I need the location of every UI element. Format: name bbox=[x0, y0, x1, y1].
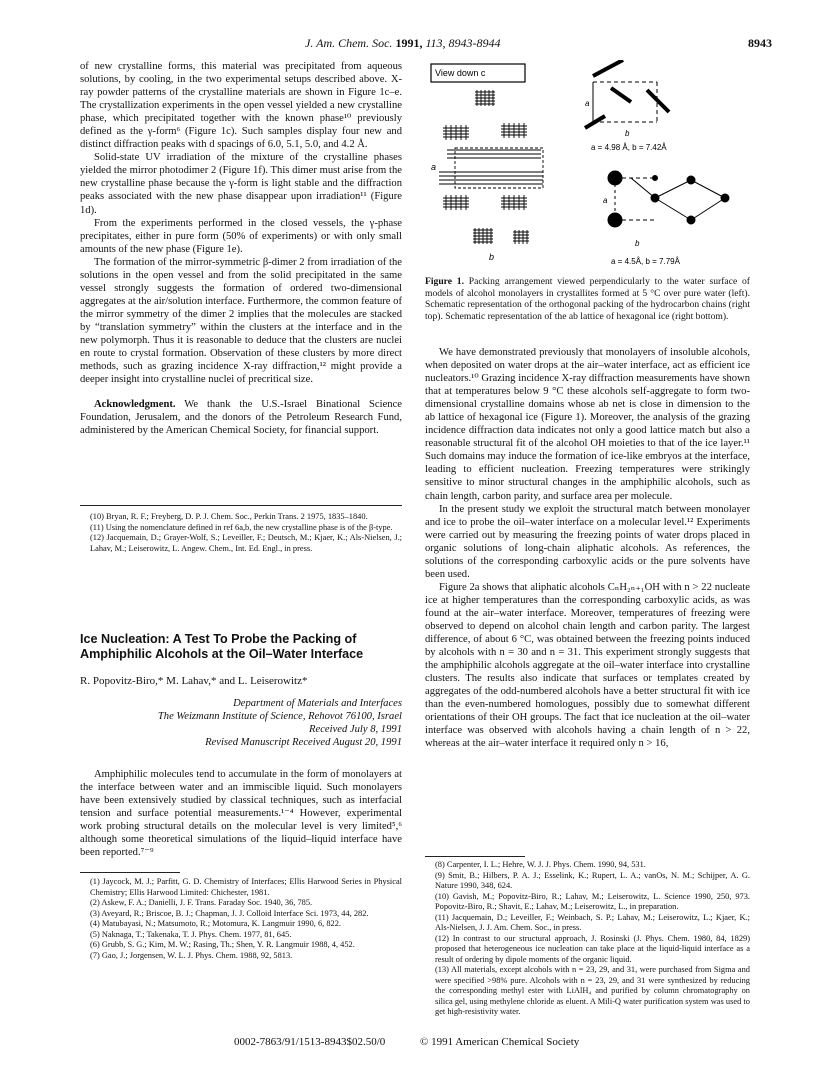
footnote: (3) Aveyard, R.; Briscoe, B. J.; Chapman, J. J. Colloid Interface Sci. 1973, 44, 282. bbox=[90, 908, 369, 918]
article-code: 0002-7863/91/1513-8943$02.50/0 bbox=[234, 1036, 386, 1048]
paragraph: of new crystalline forms, this material was precipitated from aqueous solutions, by cooling, in the two experimental setups described above. X-ray powder patterns of the crystalline materials are shown in Figure 1c–e. The crystallization experiments in the open vessel yielded a new crystalline phase, which precipitated together with the known phase¹⁰ previously defined as the γ-form⁶ (Figure 1c). Such samples display four new and distinct diffraction peaks with d spacings of 6.0, 5.1, 5.0, and 4.2 Å. bbox=[80, 61, 402, 151]
footnote: (10) Bryan, R. F.; Freyberg, D. P. J. Chem. Soc., Perkin Trans. 2 1975, 1835–1840. bbox=[90, 512, 368, 521]
footnote: (12) In contrast to our structural approach, J. Rosinski (J. Phys. Chem. 1980, 84, 1829) proposed that heterogeneous ice nucleation can take place at the liquid-liquid interface as a result of ordering by dipole moments of the organic liquid. bbox=[435, 933, 750, 964]
figure-caption: Figure 1. Packing arrangement viewed perpendicularly to the water surface of models of alcohol monolayers in crystallites formed at 5 °C over pure water (left). Schematic representation of the orthogonal packing of the hydrocarbon chains (right top). Schematic representation of the ab lattice of hexagonal ice (right bottom). bbox=[425, 276, 750, 322]
footnote: (11) Jacquemain, D.; Leveiller, F.; Weinbach, S. P.; Lahav, M.; Leiserowitz, L.; Kjaer, K.; Als-Nielsen, J. J. Am. Chem. Soc., in press. bbox=[435, 912, 750, 932]
running-header bbox=[0, 36, 827, 52]
ice-label-b: b bbox=[635, 239, 640, 248]
paragraph: Solid-state UV irradiation of the mixture of the crystalline phases yielded the mirror photodimer 2 (Figure 1f). This dimer must arise from the new crystalline phase because the γ-form is light stable and the diffraction peaks associated with the new phase disappear upon irradiation¹¹ (Figure 1d). bbox=[80, 152, 402, 216]
footnote: (9) Smit, B.; Hilbers, P. A. J.; Esselink, K.; Rupert, L. A.; vanOs, N. M.; Schijper, A. G. Nature 1990, 348, 624. bbox=[435, 870, 750, 890]
footnote: (12) Jacquemain, D.; Grayer-Wolf, S.; Leveiller, F.; Deutsch, M.; Kjaer, K.; Als-Nielsen, J.; Lahav, M.; Leiserowitz, L. Angew. Chem., Int. Ed. Engl., in press. bbox=[90, 533, 402, 553]
ortho-label-a: a bbox=[585, 99, 590, 108]
affiliation: Department of Materials and Interfaces The Weizmann Institute of Science, Rehovot 76100, Israel Received July 8, 1991 Revised Manuscript Received August 20, 1991 bbox=[157, 698, 402, 748]
paragraph: In the present study we exploit the structural match between monolayer and ice to probe the oil–water interface on a molecular level.¹² Experiments were carried out by measuring the freezing points of water drops placed in organic solutions of long-chain aliphatic alcohols. As references, the solutions of the corresponding carboxylic acids or the pure solvents have been used. bbox=[425, 503, 750, 580]
paragraph: The formation of the mirror-symmetric β-dimer 2 from irradiation of the solutions in the open vessel and from the solid precipitated in the same vessel strongly suggests the formation of ordered two-dimensional aggregates at the air/solution interface. Furthermore, the common feature of the mirror symmetry of the dimer 2 implies that the molecules are stacked by “translation symmetry” within the clusters at the interface and in the new polymorph. Thus it is reasonable to deduce that the clusters are nuclei en route to crystal formation. Observation of these clusters by more direct methods, such as grazing incidence X-ray diffraction,¹² might provide a deeper insight into crystalline nuclei of precritical size. bbox=[80, 256, 402, 386]
authors: R. Popovitz-Biro,* M. Lahav,* and L. Leiserowitz* bbox=[80, 675, 308, 687]
journal-citation: J. Am. Chem. Soc. 1991, 113, 8943-8944 bbox=[305, 36, 501, 50]
left-column-body bbox=[80, 60, 402, 437]
acknowledgment: Acknowledgment. We thank the U.S.-Israel Binational Science Foundation, Jerusalem, and the donors of the Petroleum Research Fund, administered by the American Chemical Society, for financial support. bbox=[80, 399, 402, 437]
footnote: (1) Jaycock, M. J.; Parfitt, G. D. Chemistry of Interfaces; Ellis Harwood Series in Physical Chemistry; Ellis Harwood Limited: Chichester, 1981. bbox=[90, 877, 402, 897]
footnote: (8) Carpenter, I. L.; Hehre, W. J. J. Phys. Chem. 1990, 94, 531. bbox=[435, 860, 646, 869]
article-title: Ice Nucleation: A Test To Probe the Packing of Amphiphilic Alcohols at the Oil–Water Interface bbox=[80, 632, 364, 661]
footnotes-top bbox=[80, 512, 402, 554]
paragraph: From the experiments performed in the closed vessels, the γ-phase precipitates, either in pure form (50% of experiments) or with only small amounts of the new phase (Figure 1e). bbox=[80, 217, 402, 255]
view-label: View down c bbox=[435, 68, 486, 78]
footnote: (6) Grubb, S. G.; Kim, M. W.; Rasing, Th.; Shen, Y. R. Langmuir 1988, 4, 452. bbox=[90, 940, 355, 949]
footnote: (5) Naknaga, T.; Takenaka, T. J. Phys. Chem. 1977, 81, 645. bbox=[90, 929, 292, 939]
footnote-rule bbox=[80, 505, 402, 506]
hexagonal-ice-lattice bbox=[608, 171, 729, 227]
footnote: (10) Gavish, M.; Popovitz-Biro, R.; Lahav, M.; Leiserowitz, L. Science 1990, 250, 973. Popovitz-Biro, R.; Shavit, E.; Lahav, M.; Leiserowitz, L., in preparation. bbox=[435, 891, 750, 911]
footnote-rule bbox=[425, 856, 525, 857]
abstract: Amphiphilic molecules tend to accumulate in the form of monolayers at the interface between water and an immiscible liquid. Such monolayers have been extensively studied by classical techniques, such as interfacial tension and surface potential measurements.¹⁻⁴ However, experimental work probing structural details on the molecular level is very limited⁵,⁶ although some theoretical simulations of the liquid–liquid interface have been reported.⁷⁻⁹ bbox=[80, 769, 402, 859]
page-number: 8943 bbox=[748, 36, 772, 50]
ortho-label-b: b bbox=[625, 129, 630, 138]
footnote: (13) All materials, except alcohols with n = 23, 29, and 31, were purchased from Sigma and were specified >98% pure. Alcohols with n = 23, 29, and 31 were synthesized by reducing the corresponding methyl ester with LiAlH₄ and purified by column chromatography on silica gel, using methylene chloride as eluent. A Mili-Q water purification system was used to get high-resistivity water. bbox=[435, 965, 750, 1016]
paragraph: Figure 2a shows that aliphatic alcohols CₙH₂ₙ₊₁OH with n > 22 nucleate ice at higher temperatures than the corresponding carboxylic acids, as was found at the air–water interface. Moreover, temperatures of freezing were observed to depend on alcohol chain length and carbon parity. The largest difference, of about 6 °C, was obtained between the freezing points induced by alcohols with n = 30 and n = 31. This experiment strongly suggests that the amphiphilic alcohols aggregate at the oil–water interface into crystalline clusters. The results also indicate that surfaces or templates created by aggregates of the odd-numbered alcohols have a better structural fit with ice than the even-numbered homologues, possibly due to somewhat different orientations of their OH groups. The fact that ice nucleation at the oil–water interface was observed with alcohols having a chain length of n > 22, whereas at the air–water interface it required only n > 16, bbox=[425, 581, 750, 750]
footnotes-bottom bbox=[80, 877, 402, 961]
footnote: (4) Matubayasi, N.; Matsumoto, R.; Motomura, K. Langmuir 1990, 6, 822. bbox=[90, 919, 341, 928]
footnote: (2) Askew, F. A.; Danielli, J. F. Trans. Faraday Soc. 1940, 36, 785. bbox=[90, 898, 313, 907]
axis-label-a: a bbox=[431, 162, 437, 172]
footnote-rule bbox=[80, 872, 180, 873]
packing-drawing bbox=[439, 90, 543, 244]
footnote: (7) Gao, J.; Jorgensen, W. L. J. Phys. Chem. 1988, 92, 5813. bbox=[90, 950, 293, 960]
lattice-parameters-top: a = 4.98 Å, b = 7.42Å bbox=[591, 143, 667, 152]
axis-label-b: b bbox=[489, 252, 495, 262]
paragraph: We have demonstrated previously that monolayers of insoluble alcohols, when deposited on water drops at the air–water interface, act as efficient ice nucleators.¹⁰ Grazing incidence X-ray diffraction measurements have shown that at temperatures below 9 °C these alcohols self-aggregate to form two-dimensional crystalline domains whose ab net is close in dimension to the ab lattice of hexagonal ice (Figure 1). Moreover, the analysis of the grazing incidence diffraction data indicates not only a good lattice match but also a reasonable structural fit of the alcohol OH moieties to that of the ice layer.¹¹ Such domains may induce the formation of ice-like embryos at the interface, leading to efficient nucleation. Freezing temperatures were strikingly sensitive to minor structural changes in the amphiphilic alcohols, such as chain length, carbon parity, and surface area per molecule. bbox=[425, 347, 750, 502]
footnotes-right bbox=[425, 860, 750, 1018]
lattice-parameters-bottom: a = 4.5Å, b = 7.79Å bbox=[611, 257, 680, 266]
copyright: © 1991 American Chemical Society bbox=[420, 1036, 580, 1048]
orthogonal-packing bbox=[585, 60, 669, 128]
ice-label-a: a bbox=[603, 196, 608, 205]
right-column-body bbox=[425, 346, 750, 750]
footnote: (11) Using the nomenclature defined in ref 6a,b, the new crystalline phase is of the β-type. bbox=[90, 522, 393, 532]
